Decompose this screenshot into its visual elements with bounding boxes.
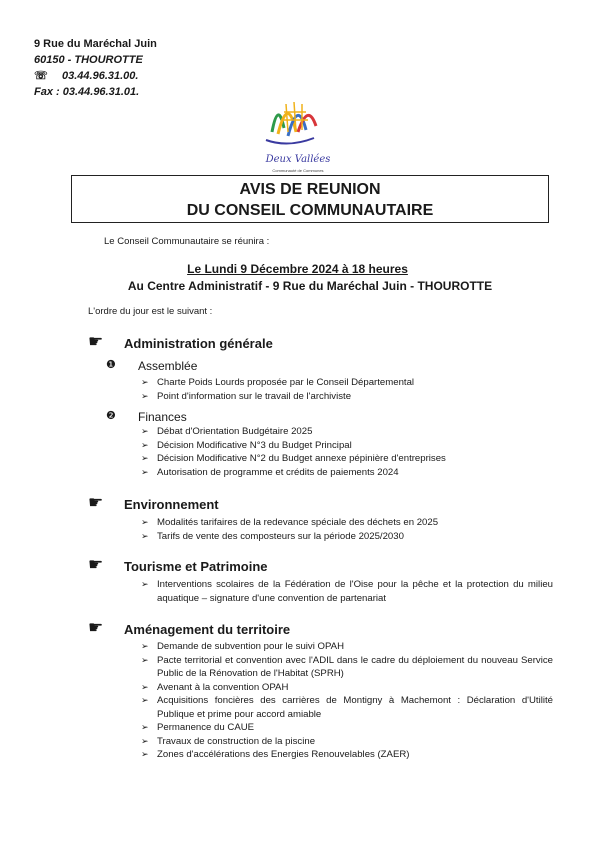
section-title: Administration générale bbox=[124, 336, 273, 351]
section-title: Environnement bbox=[124, 497, 219, 512]
amenagement-items bbox=[141, 640, 553, 762]
notice-title-line1: AVIS DE REUNION bbox=[239, 181, 381, 198]
assemblee-items bbox=[141, 376, 414, 403]
address-city: 60150 - THOUROTTE bbox=[34, 54, 143, 66]
number-two-icon: ❷ bbox=[106, 410, 116, 422]
intro-text: Le Conseil Communautaire se réunira : bbox=[104, 236, 270, 247]
logo-mark-icon bbox=[258, 92, 338, 154]
list-item: ➢ Point d'information sur le travail de l'archiviste bbox=[141, 390, 414, 404]
list-item: ➢ Demande de subvention pour le suivi OPAH bbox=[141, 640, 553, 654]
logo-tagline: Communauté de Communes bbox=[272, 168, 324, 173]
finances-items bbox=[141, 425, 446, 479]
section-title: Aménagement du territoire bbox=[124, 622, 291, 637]
list-item: ➢ Charte Poids Lourds proposée par le Conseil Départemental bbox=[141, 376, 414, 390]
notice-title-line2: DU CONSEIL COMMUNAUTAIRE bbox=[186, 202, 434, 219]
list-item: ➢ Débat d'Orientation Budgétaire 2025 bbox=[141, 425, 446, 439]
list-item: ➢ Permanence du CAUE bbox=[141, 721, 553, 735]
pointing-hand-icon: ☛ bbox=[88, 332, 104, 351]
logo-name: Deux Vallées bbox=[265, 154, 331, 165]
telephone-icon: ☏ bbox=[34, 70, 48, 82]
list-item: ➢ Avenant à la convention OPAH bbox=[141, 681, 553, 695]
phone-line bbox=[34, 68, 157, 84]
list-item: ➢ Acquisitions foncières des carrières de Montigny à Machemont : Déclaration d'Utilité Publique et prime pour accord amiable bbox=[141, 694, 553, 721]
tourisme-items bbox=[141, 578, 553, 605]
subsection-title: Assemblée bbox=[138, 359, 198, 373]
meeting-date: Le Lundi 9 Décembre 2024 à 18 heures bbox=[187, 262, 408, 276]
agenda-intro: L'ordre du jour est le suivant : bbox=[88, 306, 213, 317]
list-item: ➢ Autorisation de programme et crédits de paiements 2024 bbox=[141, 466, 446, 480]
fax-line: Fax : 03.44.96.31.01. bbox=[34, 86, 140, 98]
pointing-hand-icon: ☛ bbox=[88, 493, 104, 512]
pointing-hand-icon: ☛ bbox=[88, 555, 104, 574]
pointing-hand-icon: ☛ bbox=[88, 618, 104, 637]
meeting-location: Au Centre Administratif - 9 Rue du Maréchal Juin - THOUROTTE bbox=[127, 279, 493, 293]
section-title: Tourisme et Patrimoine bbox=[124, 559, 268, 574]
notice-title-box bbox=[71, 175, 549, 223]
address-street: 9 Rue du Maréchal Juin bbox=[34, 38, 157, 50]
deux-vallees-logo bbox=[258, 92, 338, 178]
phone-number: 03.44.96.31.00. bbox=[62, 70, 139, 82]
list-item: ➢ Décision Modificative N°2 du Budget annexe pépinière d'entreprises bbox=[141, 452, 446, 466]
list-item: ➢ Tarifs de vente des composteurs sur la période 2025/2030 bbox=[141, 530, 438, 544]
list-item: ➢ Interventions scolaires de la Fédération de l'Oise pour la pêche et la protection du milieu aquatique – signature d'une convention de partenariat bbox=[141, 578, 553, 605]
environnement-items bbox=[141, 516, 438, 543]
subsection-title: Finances bbox=[138, 410, 187, 424]
list-item: ➢ Zones d'accélérations des Energies Renouvelables (ZAER) bbox=[141, 748, 553, 762]
list-item: ➢ Travaux de construction de la piscine bbox=[141, 735, 553, 749]
list-item: ➢ Décision Modificative N°3 du Budget Principal bbox=[141, 439, 446, 453]
list-item: ➢ Modalités tarifaires de la redevance spéciale des déchets en 2025 bbox=[141, 516, 438, 530]
number-one-icon: ❶ bbox=[106, 359, 116, 371]
list-item: ➢ Pacte territorial et convention avec l'ADIL dans le cadre du déploiement du nouveau Service Public de la Rénovation de l'Habitat (SPRH) bbox=[141, 654, 553, 681]
sender-address bbox=[34, 36, 157, 100]
